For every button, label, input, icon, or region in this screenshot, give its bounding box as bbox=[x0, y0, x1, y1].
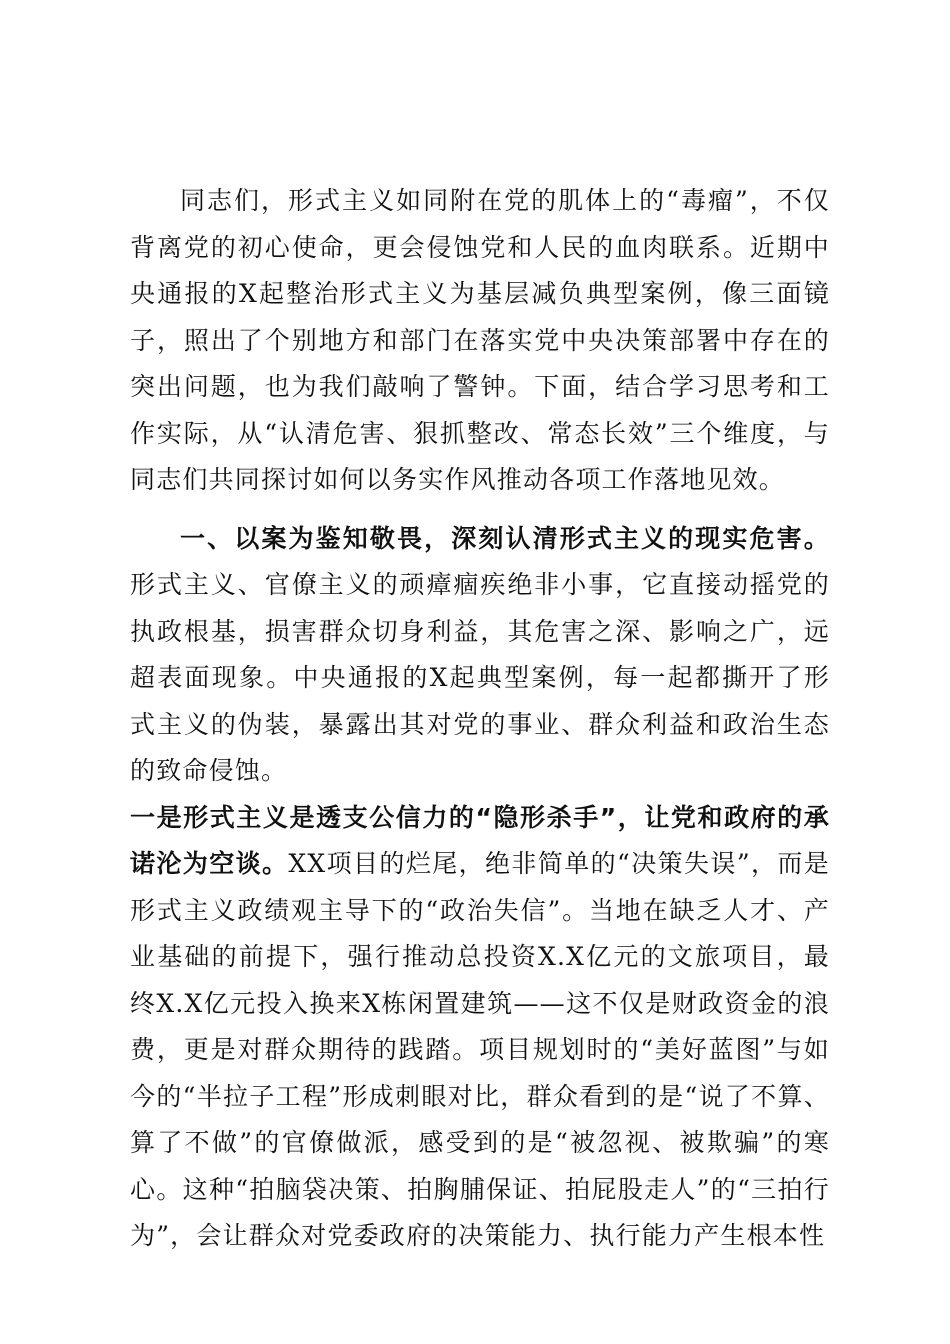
document-body bbox=[130, 178, 830, 1272]
point-one-heading: 一是形式主义是透支公信力的“隐形杀手”，让党和政府的承诺沦为空谈。 bbox=[130, 802, 830, 878]
section-one-paragraph bbox=[130, 516, 830, 795]
section-one-heading: 一、以案为鉴知敬畏，深刻认清形式主义的现实危害。 bbox=[180, 523, 830, 553]
point-one-paragraph bbox=[130, 795, 830, 1260]
intro-paragraph bbox=[130, 178, 830, 504]
section-one-text: 形式主义、官僚主义的顽瘴痼疾绝非小事，它直接动摇党的执政根基，损害群众切身利益，其危害之深、影响之广，远超表面现象。中央通报的X起典型案例，每一起都撕开了形式主义的伪装，暴露出其对党的事业、群众利益和政治生态的致命侵蚀。 bbox=[130, 570, 830, 785]
intro-text: 同志们，形式主义如同附在党的肌体上的“毒瘤”，不仅背离党的初心使命，更会侵蚀党和人民的血肉联系。近期中央通报的X起整治形式主义为基层减负典型案例，像三面镜子，照出了个别地方和部门在落实党中央决策部署中存在的突出问题，也为我们敲响了警钟。下面，结合学习思考和工作实际，从“认清危害、狠抓整改、常态长效”三个维度，与同志们共同探讨如何以务实作风推动各项工作落地见效。 bbox=[130, 186, 830, 494]
point-one-text: XX项目的烂尾，绝非简单的“决策失误”，而是形式主义政绩观主导下的“政治失信”。当地在缺乏人才、产业基础的前提下，强行推动总投资X.X亿元的文旅项目，最终X.X亿元投入换来X栋闲置建筑——这不仅是财政资金的浪费，更是对群众期待的践踏。项目规划时的“美好蓝图”与如今的“半拉子工程”形成刺眼对比，群众看到的是“说了不算、算了不做”的官僚做派，感受到的是“被忽视、被欺骗”的寒心。这种“拍脑袋决策、拍胸脯保证、拍屁股走人”的“三拍行为”，会让群众对党委政府的决策能力、执行能力产生根本性 bbox=[130, 849, 831, 1250]
